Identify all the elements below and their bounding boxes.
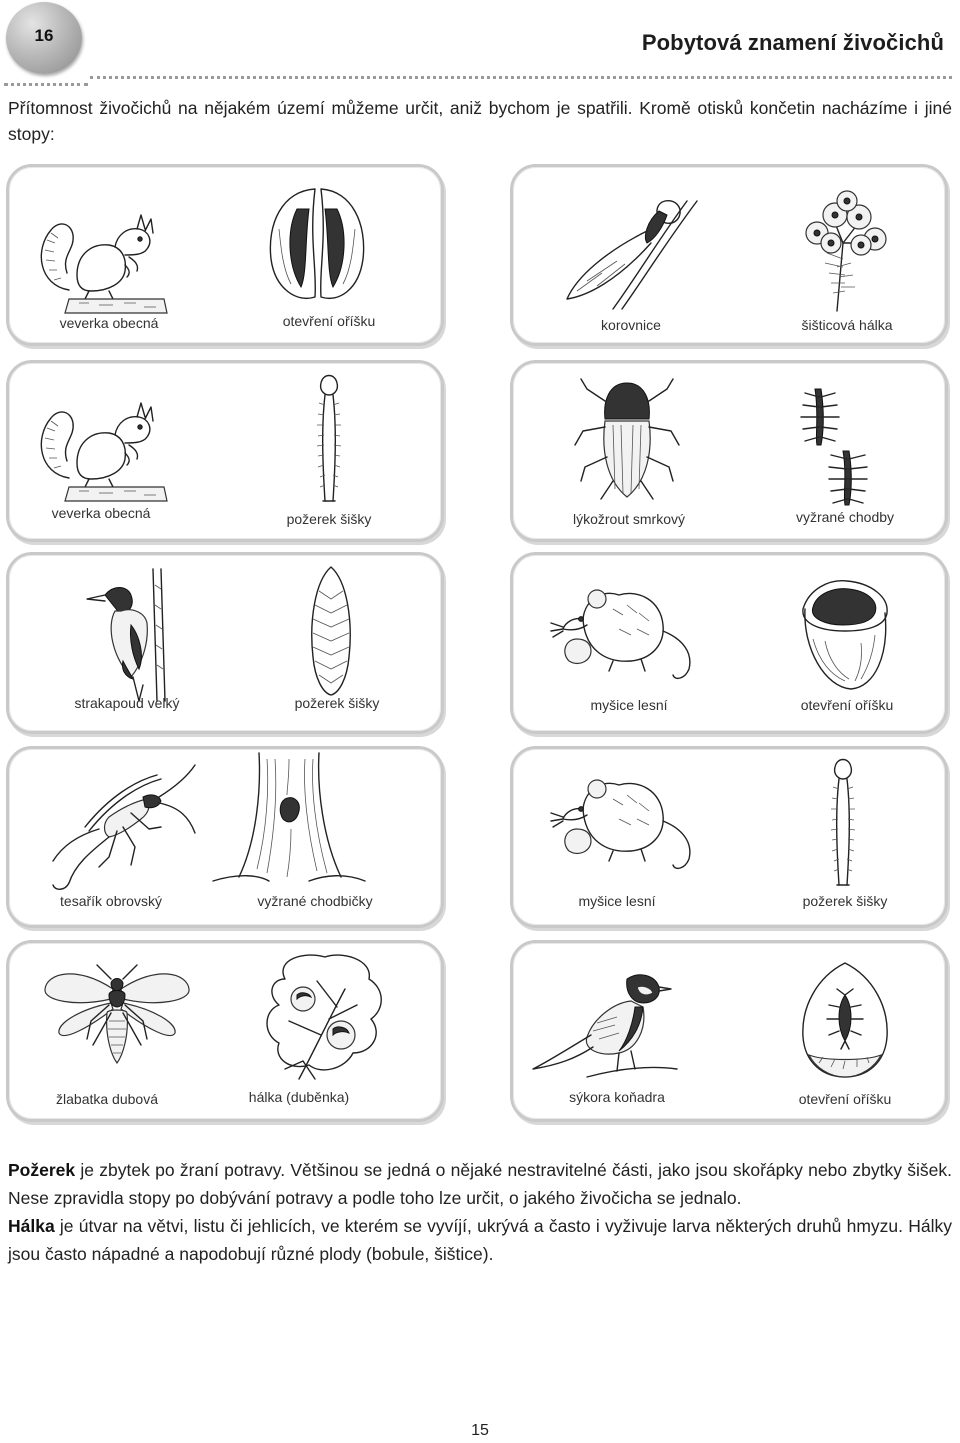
great-tit-icon xyxy=(527,957,687,1087)
card-caption-right: otevření oříšku xyxy=(282,313,376,329)
longhorn-beetle-icon xyxy=(39,757,199,897)
card-aphid-gall xyxy=(510,164,948,346)
squirrel-icon xyxy=(29,383,179,503)
woodpecker-icon xyxy=(65,565,185,705)
card-caption-left: lýkožrout smrkový xyxy=(572,511,686,527)
card-caption-right: otevření oříšku xyxy=(800,697,894,713)
card-woodpecker xyxy=(6,552,444,734)
header-divider xyxy=(90,76,952,79)
squirrel-icon xyxy=(29,195,179,315)
card-squirrel-cone xyxy=(6,360,444,542)
definition-term: Hálka xyxy=(8,1216,55,1236)
card-mouse-nut xyxy=(510,552,948,734)
definition-text: je zbytek po žraní potravy. Většinou se jedná o nějaké nestravitelné části, jako jsou skořápky nebo zbytky šišek. Nese zpravidla stopy po dobývání potravy a podle toho lze určit, o jakého živočicha se jednalo. xyxy=(8,1160,952,1208)
card-caption-left: myšice lesní xyxy=(590,697,668,713)
card-caption-right: otevření oříšku xyxy=(798,1091,892,1107)
intro-paragraph: Přítomnost živočichů na nějakém území můžeme určit, aniž bychom je spatřili. Kromě otisků končetin nacházíme i jiné stopy: xyxy=(8,98,952,144)
mouse-icon xyxy=(543,759,703,879)
bark-beetle-icon xyxy=(567,371,687,511)
card-caption-right: vyžrané chodby xyxy=(795,509,895,525)
card-caption-left: žlabatka dubová xyxy=(56,1091,158,1107)
aphid-icon xyxy=(547,181,707,311)
definition-term: Požerek xyxy=(8,1160,76,1180)
cone-gall-icon xyxy=(777,183,907,313)
card-caption-left: veverka obecná xyxy=(51,505,151,521)
page-badge xyxy=(6,2,82,74)
mouse-icon xyxy=(543,569,703,689)
card-caption-left: tesařík obrovský xyxy=(60,893,162,909)
gall-wasp-icon xyxy=(37,959,197,1089)
pecked-nut-icon xyxy=(785,957,905,1087)
definitions xyxy=(8,1156,952,1268)
card-caption-left: veverka obecná xyxy=(59,315,159,331)
card-caption-left: strakapoud velký xyxy=(74,695,180,711)
pecked-cone-icon xyxy=(291,561,371,701)
eaten-cone-icon xyxy=(299,369,359,509)
card-caption-left: korovnice xyxy=(601,317,661,333)
card-caption-right: požerek šišky xyxy=(802,893,888,909)
card-caption-right: požerek šišky xyxy=(294,695,380,711)
card-caption-right: hálka (duběnka) xyxy=(248,1089,350,1105)
oak-gall-icon xyxy=(245,949,405,1089)
eaten-cone-icon xyxy=(813,753,873,893)
page-title: Pobytová znamení živočichů xyxy=(641,30,944,55)
card-gall-wasp xyxy=(6,940,444,1122)
definition-pozerek xyxy=(8,1156,952,1212)
page-number: 15 xyxy=(471,1422,489,1439)
card-caption-right: vyžrané chodbičky xyxy=(257,893,373,909)
card-longhorn-beetle xyxy=(6,746,444,928)
split-nut-icon xyxy=(257,179,377,309)
definition-text: je útvar na větvi, listu či jehlicích, ve kterém se vyvíjí, ukrývá a často i vyživuje larva některých druhů hmyzu. Hálky jsou často nápadné a napodobují různé plody (bobule, šištice). xyxy=(8,1216,952,1264)
card-caption-right: požerek šišky xyxy=(286,511,372,527)
card-great-tit xyxy=(510,940,948,1122)
card-bark-beetle xyxy=(510,360,948,542)
definition-halka xyxy=(8,1212,952,1268)
beetle-galleries-icon xyxy=(775,375,895,515)
tree-trunk-icon xyxy=(209,749,369,889)
card-mouse-cone xyxy=(510,746,948,928)
gnawed-nut-icon xyxy=(785,569,905,699)
card-caption-left: myšice lesní xyxy=(578,893,656,909)
header-divider-left xyxy=(4,83,88,86)
card-squirrel-nut xyxy=(6,164,444,346)
card-caption-left: sýkora koňadra xyxy=(569,1089,665,1105)
card-caption-right: šišticová hálka xyxy=(801,317,893,333)
page-badge-number: 16 xyxy=(34,26,54,45)
